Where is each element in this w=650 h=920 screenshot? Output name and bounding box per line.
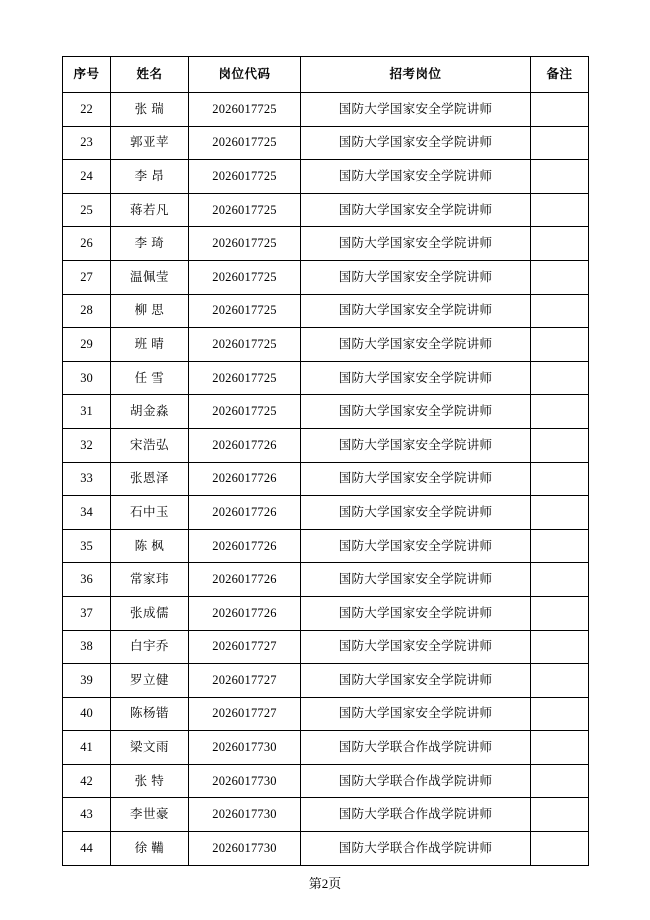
cell-post: 国防大学国家安全学院讲师	[301, 160, 531, 194]
cell-code: 2026017725	[189, 227, 301, 261]
cell-name: 李 昂	[111, 160, 189, 194]
table-row	[63, 798, 589, 832]
cell-seq: 40	[63, 697, 111, 731]
cell-seq: 43	[63, 798, 111, 832]
cell-name: 徐 鞴	[111, 832, 189, 866]
cell-seq: 42	[63, 764, 111, 798]
cell-remark	[531, 563, 589, 597]
cell-seq: 37	[63, 596, 111, 630]
cell-seq: 30	[63, 361, 111, 395]
cell-seq: 27	[63, 260, 111, 294]
cell-post: 国防大学国家安全学院讲师	[301, 193, 531, 227]
cell-name: 陈 枫	[111, 529, 189, 563]
cell-code: 2026017725	[189, 395, 301, 429]
cell-code: 2026017727	[189, 664, 301, 698]
cell-post: 国防大学联合作战学院讲师	[301, 764, 531, 798]
cell-seq: 28	[63, 294, 111, 328]
cell-seq: 44	[63, 832, 111, 866]
table-row	[63, 764, 589, 798]
cell-post: 国防大学国家安全学院讲师	[301, 227, 531, 261]
cell-code: 2026017725	[189, 93, 301, 127]
cell-post: 国防大学国家安全学院讲师	[301, 428, 531, 462]
cell-post: 国防大学联合作战学院讲师	[301, 832, 531, 866]
cell-post: 国防大学国家安全学院讲师	[301, 529, 531, 563]
cell-post: 国防大学国家安全学院讲师	[301, 664, 531, 698]
cell-seq: 25	[63, 193, 111, 227]
cell-post: 国防大学国家安全学院讲师	[301, 496, 531, 530]
table-row	[63, 294, 589, 328]
table-header	[63, 57, 589, 93]
cell-name: 张 瑞	[111, 93, 189, 127]
cell-seq: 34	[63, 496, 111, 530]
cell-remark	[531, 764, 589, 798]
cell-code: 2026017726	[189, 428, 301, 462]
table-row	[63, 227, 589, 261]
cell-post: 国防大学国家安全学院讲师	[301, 361, 531, 395]
table-row	[63, 563, 589, 597]
cell-post: 国防大学国家安全学院讲师	[301, 596, 531, 630]
cell-seq: 29	[63, 328, 111, 362]
cell-remark	[531, 126, 589, 160]
cell-name: 宋浩弘	[111, 428, 189, 462]
cell-remark	[531, 428, 589, 462]
candidate-roster-table	[62, 56, 589, 866]
cell-code: 2026017730	[189, 798, 301, 832]
cell-name: 常家玮	[111, 563, 189, 597]
cell-remark	[531, 294, 589, 328]
cell-remark	[531, 328, 589, 362]
cell-code: 2026017725	[189, 193, 301, 227]
cell-code: 2026017727	[189, 697, 301, 731]
cell-code: 2026017725	[189, 260, 301, 294]
cell-name: 班 晴	[111, 328, 189, 362]
cell-remark	[531, 193, 589, 227]
cell-code: 2026017726	[189, 462, 301, 496]
cell-post: 国防大学国家安全学院讲师	[301, 462, 531, 496]
table-row	[63, 462, 589, 496]
cell-name: 张成儒	[111, 596, 189, 630]
cell-remark	[531, 93, 589, 127]
cell-post: 国防大学联合作战学院讲师	[301, 731, 531, 765]
column-header-code: 岗位代码	[189, 57, 301, 93]
cell-post: 国防大学国家安全学院讲师	[301, 93, 531, 127]
cell-remark	[531, 529, 589, 563]
cell-remark	[531, 596, 589, 630]
table-row	[63, 697, 589, 731]
cell-seq: 35	[63, 529, 111, 563]
table-header-row	[63, 57, 589, 93]
cell-remark	[531, 260, 589, 294]
cell-remark	[531, 160, 589, 194]
table-row	[63, 428, 589, 462]
cell-seq: 24	[63, 160, 111, 194]
cell-seq: 36	[63, 563, 111, 597]
cell-post: 国防大学国家安全学院讲师	[301, 294, 531, 328]
cell-name: 石中玉	[111, 496, 189, 530]
cell-seq: 23	[63, 126, 111, 160]
column-header-name: 姓名	[111, 57, 189, 93]
cell-name: 梁文雨	[111, 731, 189, 765]
cell-seq: 39	[63, 664, 111, 698]
table-row	[63, 126, 589, 160]
cell-remark	[531, 395, 589, 429]
cell-post: 国防大学国家安全学院讲师	[301, 260, 531, 294]
cell-remark	[531, 664, 589, 698]
cell-remark	[531, 798, 589, 832]
table-row	[63, 529, 589, 563]
table-row	[63, 93, 589, 127]
table-row	[63, 664, 589, 698]
table-row	[63, 361, 589, 395]
cell-seq: 32	[63, 428, 111, 462]
cell-seq: 22	[63, 93, 111, 127]
table-body	[63, 93, 589, 866]
cell-seq: 38	[63, 630, 111, 664]
cell-post: 国防大学国家安全学院讲师	[301, 395, 531, 429]
cell-name: 罗立健	[111, 664, 189, 698]
cell-name: 白宇乔	[111, 630, 189, 664]
cell-code: 2026017726	[189, 596, 301, 630]
cell-remark	[531, 361, 589, 395]
cell-name: 郭亚苹	[111, 126, 189, 160]
cell-code: 2026017725	[189, 160, 301, 194]
cell-name: 温佩莹	[111, 260, 189, 294]
cell-name: 柳 思	[111, 294, 189, 328]
cell-seq: 31	[63, 395, 111, 429]
cell-name: 胡金淼	[111, 395, 189, 429]
cell-code: 2026017725	[189, 126, 301, 160]
cell-remark	[531, 496, 589, 530]
table-row	[63, 832, 589, 866]
table-row	[63, 260, 589, 294]
cell-remark	[531, 630, 589, 664]
table-row	[63, 328, 589, 362]
table-row	[63, 496, 589, 530]
cell-name: 李世豪	[111, 798, 189, 832]
table-row	[63, 160, 589, 194]
cell-remark	[531, 731, 589, 765]
page-number: 第2页	[308, 876, 342, 891]
column-header-post: 招考岗位	[301, 57, 531, 93]
cell-code: 2026017727	[189, 630, 301, 664]
table-row	[63, 630, 589, 664]
cell-post: 国防大学国家安全学院讲师	[301, 563, 531, 597]
cell-remark	[531, 462, 589, 496]
cell-post: 国防大学联合作战学院讲师	[301, 798, 531, 832]
cell-post: 国防大学国家安全学院讲师	[301, 630, 531, 664]
cell-code: 2026017730	[189, 832, 301, 866]
cell-post: 国防大学国家安全学院讲师	[301, 328, 531, 362]
cell-name: 李 琦	[111, 227, 189, 261]
table-row	[63, 731, 589, 765]
cell-seq: 41	[63, 731, 111, 765]
cell-seq: 26	[63, 227, 111, 261]
column-header-remark: 备注	[531, 57, 589, 93]
cell-remark	[531, 697, 589, 731]
cell-code: 2026017726	[189, 563, 301, 597]
cell-name: 张恩泽	[111, 462, 189, 496]
cell-seq: 33	[63, 462, 111, 496]
cell-code: 2026017726	[189, 496, 301, 530]
cell-name: 任 雪	[111, 361, 189, 395]
cell-code: 2026017725	[189, 294, 301, 328]
table-row	[63, 193, 589, 227]
table-row	[63, 596, 589, 630]
cell-code: 2026017725	[189, 328, 301, 362]
table-row	[63, 395, 589, 429]
cell-code: 2026017726	[189, 529, 301, 563]
cell-post: 国防大学国家安全学院讲师	[301, 697, 531, 731]
column-header-seq: 序号	[63, 57, 111, 93]
cell-code: 2026017730	[189, 731, 301, 765]
cell-remark	[531, 227, 589, 261]
cell-name: 陈杨锴	[111, 697, 189, 731]
cell-post: 国防大学国家安全学院讲师	[301, 126, 531, 160]
cell-code: 2026017730	[189, 764, 301, 798]
cell-code: 2026017725	[189, 361, 301, 395]
cell-name: 蒋若凡	[111, 193, 189, 227]
cell-name: 张 特	[111, 764, 189, 798]
cell-remark	[531, 832, 589, 866]
